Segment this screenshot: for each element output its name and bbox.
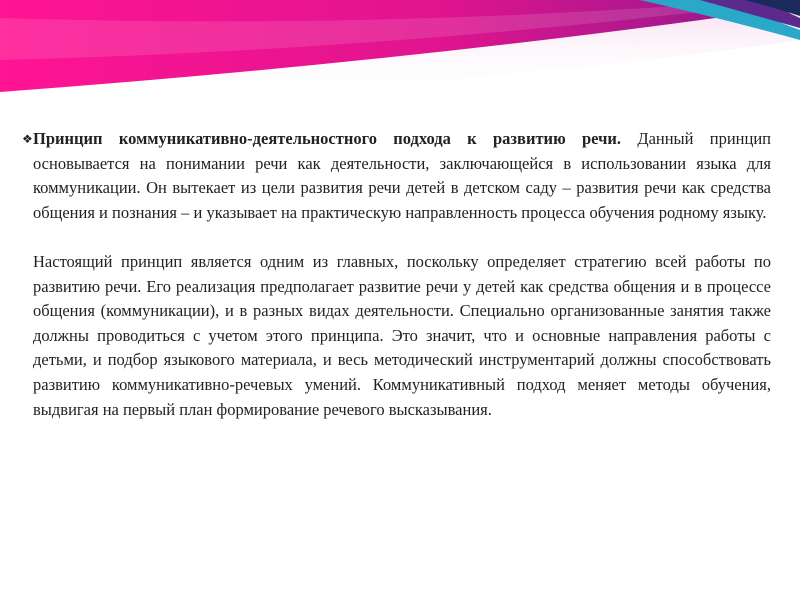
principle-description: Данный принцип основывается на понимании речи как деятельности, заключающейся в использовании языка для коммуникации. Он вытекает из цели развития речи детей в детском саду – развития речи как средства общения и познания – и указывает на практическую направленность процесса обучения родному языку. — [33, 129, 772, 222]
strategy-paragraph: Настоящий принцип является одним из главных, поскольку определяет стратегию всей работы по развитию речи. Его реализация предполагает развитие речи у детей как средства общения и в процессе общения (коммуникации), и в разных видах деятельности. Специально организованные занятия также должны проводиться с учетом этого принципа. Это значит, что и основные направления работы с детьми, и подбор языкового материала, и весь методический инструментарий должны способствовать развитию коммуникативно-речевых умений. Коммуникативный подход меняет методы обучения, выдвигая на первый план формирование речевого высказывания. — [33, 251, 771, 419]
slide-content — [22, 127, 772, 422]
principle-heading: Принцип коммуникативно-деятельностного подхода к развитию речи. — [33, 129, 622, 148]
principle-paragraph — [22, 127, 772, 225]
diamond-bullet-icon: ❖ — [22, 132, 33, 146]
header-ribbon — [0, 0, 800, 100]
